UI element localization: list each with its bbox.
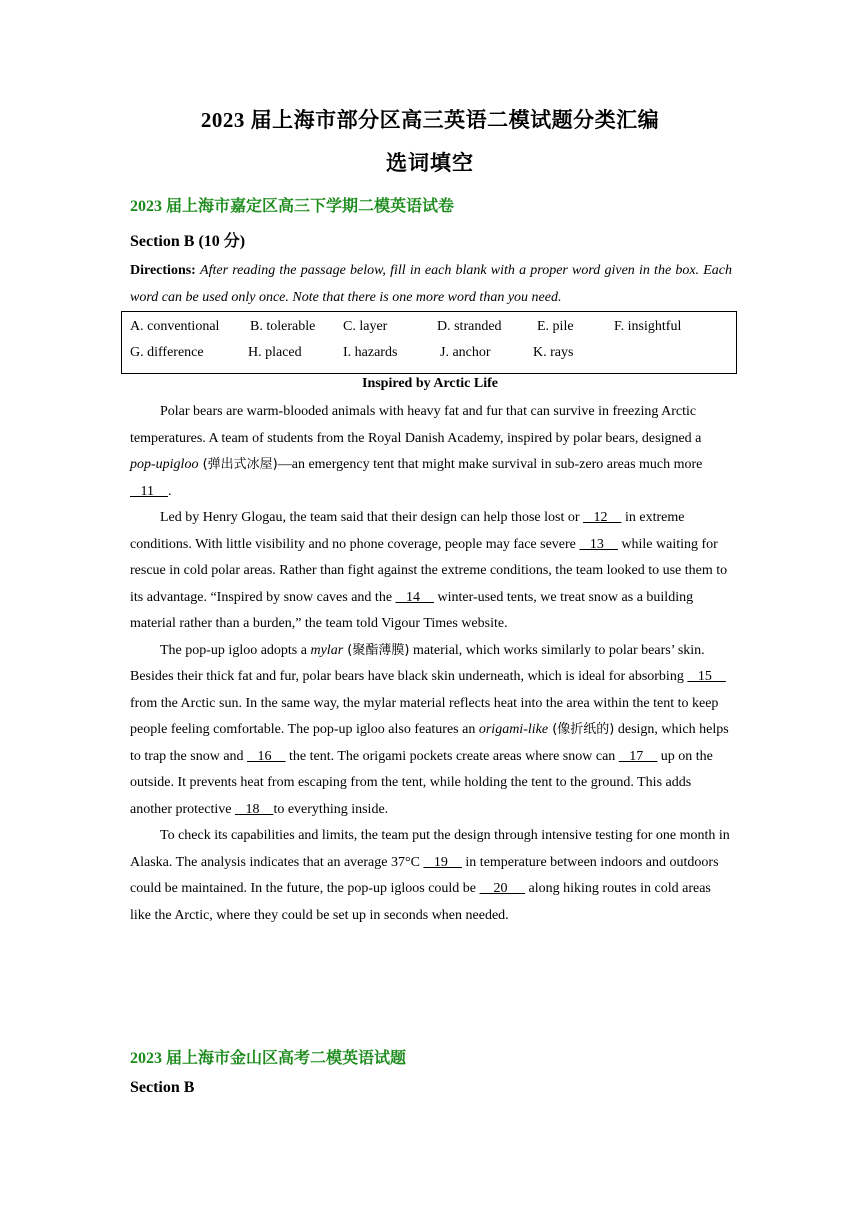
word-option: D. stranded bbox=[437, 319, 502, 334]
directions bbox=[130, 257, 732, 311]
term: origami-like bbox=[478, 722, 549, 737]
section-heading: Section B (10 分) bbox=[130, 233, 246, 250]
section-heading-2: Section B bbox=[130, 1079, 195, 1096]
word-option: K. rays bbox=[533, 345, 574, 360]
word-option: A. conventional bbox=[130, 319, 220, 334]
text-run: up on the outside. It prevents heat from escaping from the tent, while holding the tent to the ground. This adds another protective bbox=[130, 748, 713, 817]
text-run: the tent. The origami pockets create areas where snow can bbox=[285, 748, 619, 764]
term: pop-upigloo bbox=[130, 457, 199, 472]
word-option: F. insightful bbox=[614, 319, 682, 334]
chinese-gloss: (弹出式冰屋) bbox=[198, 457, 278, 472]
paragraph-3 bbox=[130, 638, 730, 824]
text-run: —an emergency tent that might make survival in sub-zero areas much more bbox=[277, 457, 703, 472]
passage bbox=[130, 399, 730, 929]
text-run: Polar bears are warm-blooded animals with heavy fat and fur that can survive in freezing Arctic temperatures. A team of students from the Royal Danish Academy, inspired by polar bears, designed a bbox=[130, 404, 702, 446]
text-run: material, which works similarly to polar bears’ skin. Besides their thick fat and fur, polar bears have black skin underneath, which is ideal for absorbing bbox=[130, 642, 705, 684]
text-run: . bbox=[167, 483, 172, 499]
word-box bbox=[121, 311, 737, 374]
blank-17[interactable]: 17 bbox=[618, 748, 658, 764]
text-run: while waiting for rescue in cold polar areas. Rather than fight against the extreme conditions, the team looked to use them to its advantage. “Inspired by snow caves and the bbox=[130, 536, 728, 605]
exam-heading-jinshan: 2023 届上海市金山区高考二模英语试题 bbox=[130, 1050, 407, 1067]
directions-text: After reading the passage below, fill in each blank with a proper word given in the box. Each word can be used only once. Note that there is one more word than you need. bbox=[130, 263, 733, 305]
text-run: along hiking routes in cold areas like the Arctic, where they could be set up in seconds when needed. bbox=[130, 881, 711, 923]
text-run: To check its capabilities and limits, the team put the design through intensive testing for one month in Alaska. The analysis indicates that an average 37°C bbox=[130, 828, 730, 870]
blank-13[interactable]: 13 bbox=[579, 536, 618, 552]
text-run: winter-used tents, we treat snow as a building material rather than a burden,” the team told Vigour Times website. bbox=[130, 589, 694, 631]
paragraph-1 bbox=[130, 399, 730, 505]
blank-12[interactable]: 12 bbox=[583, 510, 622, 525]
text-run: from the Arctic sun. In the same way, the mylar material reflects heat into the area within the tent to keep people feeling comfortable. The pop-up igloo also features an bbox=[130, 695, 719, 737]
text-run: to everything inside. bbox=[273, 801, 389, 817]
word-option: J. anchor bbox=[440, 345, 491, 360]
blank-16[interactable]: 16 bbox=[247, 748, 286, 764]
text-run: in extreme conditions. With little visibility and no phone coverage, people may face severe bbox=[130, 510, 685, 552]
text-run: Led by Henry Glogau, the team said that their design can help those lost or bbox=[160, 510, 584, 525]
document-title: 2023 届上海市部分区高三英语二模试题分类汇编 bbox=[200, 108, 660, 132]
chinese-gloss: (像折纸的) bbox=[548, 722, 615, 737]
blank-20[interactable]: 20 bbox=[479, 881, 526, 896]
exam-heading-jiading: 2023 届上海市嘉定区高三下学期二模英语试卷 bbox=[130, 198, 455, 215]
blank-18[interactable]: 18 bbox=[234, 801, 274, 817]
word-option: B. tolerable bbox=[250, 319, 316, 334]
text-run: in temperature between indoors and outdoors could be maintained. In the future, the pop-up igloos could be bbox=[130, 854, 719, 896]
word-option: H. placed bbox=[248, 345, 302, 360]
paragraph-2 bbox=[130, 505, 730, 638]
blank-15[interactable]: 15 bbox=[687, 669, 726, 684]
chinese-gloss: (聚酯薄膜) bbox=[343, 642, 410, 658]
word-option: C. layer bbox=[343, 319, 388, 334]
word-option: G. difference bbox=[130, 345, 204, 360]
blank-19[interactable]: 19 bbox=[423, 854, 462, 870]
blank-14[interactable]: 14 bbox=[395, 589, 435, 605]
document-subtitle: 选词填空 bbox=[386, 151, 474, 175]
directions-label: Directions: bbox=[130, 263, 196, 278]
passage-title: Inspired by Arctic Life bbox=[362, 376, 498, 391]
term: mylar bbox=[310, 642, 344, 658]
text-run: The pop-up igloo adopts a bbox=[160, 642, 311, 658]
word-option: I. hazards bbox=[343, 345, 398, 360]
paragraph-4 bbox=[130, 823, 730, 929]
text-run: design, which helps to trap the snow and bbox=[130, 722, 729, 764]
blank-11[interactable]: 11 bbox=[130, 483, 168, 499]
word-option: E. pile bbox=[537, 319, 574, 334]
